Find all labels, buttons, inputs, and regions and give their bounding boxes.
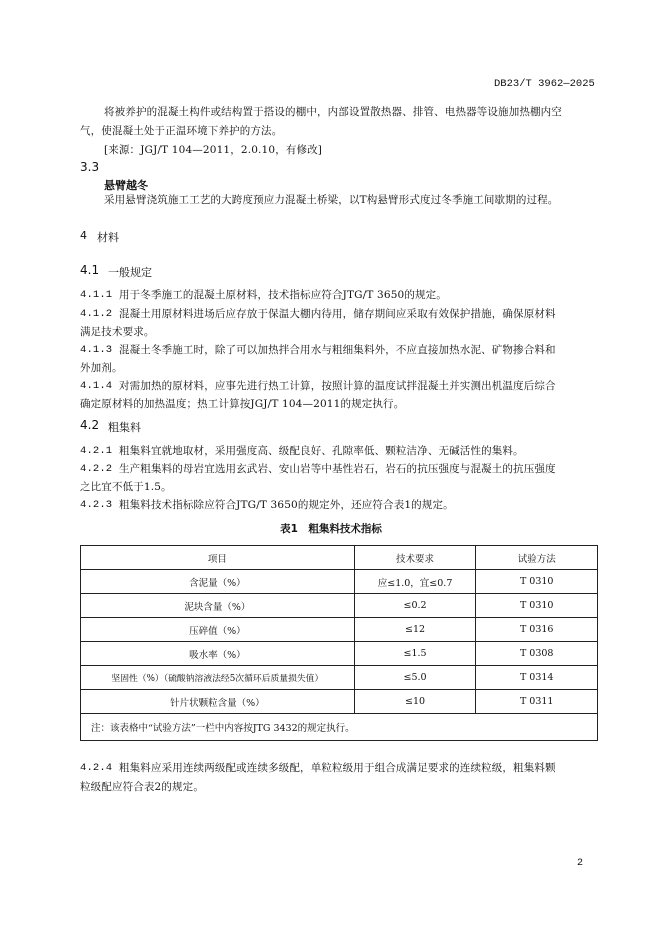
clause-number: 4.2.2 <box>80 463 113 475</box>
clause-text: 混凝土用原材料进场后应存放于保温大棚内待用，储存期间应采取有效保护措施，确保原材料 <box>119 308 556 320</box>
section-number: 4.1 <box>80 263 100 277</box>
page-number: 2 <box>577 858 584 869</box>
section-title: 一般规定 <box>108 266 152 279</box>
document-code: DB23/T 3962—2025 <box>494 78 595 90</box>
clause-text: 外加剂。 <box>80 362 123 374</box>
table-cell: 应≤1.0，宜≤0.7 <box>354 570 476 594</box>
table-row <box>81 666 598 690</box>
table-cell: ≤0.2 <box>354 594 476 618</box>
table-cell: 压碎值（%） <box>81 618 355 642</box>
table-cell: T 0314 <box>476 666 598 690</box>
chapter-title: 材料 <box>97 231 119 244</box>
clause-text: 粗集料技术指标除应符合JTG/T 3650的规定外，还应符合表1的规定。 <box>119 499 454 511</box>
table-cell: ≤10 <box>354 690 476 714</box>
clause-number: 4.2.3 <box>80 499 113 511</box>
table-cell: 针片状颗粒含量（%） <box>81 690 355 714</box>
table-cell: T 0311 <box>476 690 598 714</box>
clause-number: 4.2.1 <box>80 445 113 457</box>
table-caption: 表1 粗集料技术指标 <box>280 523 382 535</box>
table-cell: ≤5.0 <box>354 666 476 690</box>
table-row <box>81 642 598 666</box>
table-header-cell: 试验方法 <box>476 546 598 570</box>
table-row <box>81 690 598 714</box>
table-header-cell: 技术要求 <box>354 546 476 570</box>
table-cell: T 0310 <box>476 594 598 618</box>
table-row <box>81 594 598 618</box>
table-cell: 泥块含量（%） <box>81 594 355 618</box>
table-note: 注：该表格中“试验方法”一栏中内容按JTG 3432的规定执行。 <box>81 714 598 741</box>
table-cell: T 0316 <box>476 618 598 642</box>
clause-number: 4.1.3 <box>80 344 113 356</box>
source-citation: [来源：JGJ/T 104—2011，2.0.10，有修改] <box>104 144 323 156</box>
clause-text: 粗集料宜就地取材，采用强度高、级配良好、孔隙率低、颗粒洁净、无碱活性的集料。 <box>119 445 524 457</box>
clause-number: 3.3 <box>80 160 100 174</box>
table-cell: 吸水率（%） <box>81 642 355 666</box>
clause-text: 用于冬季施工的混凝土原材料，技术指标应符合JTG/T 3650的规定。 <box>119 289 447 301</box>
table-header-cell: 项目 <box>81 546 355 570</box>
clause-text: 混凝土冬季施工时，除了可以加热拌合用水与粗细集料外，不应直接加热水泥、矿物掺合料和 <box>119 344 556 356</box>
clause-number: 4.1.4 <box>80 380 113 392</box>
clause-number: 4.1.2 <box>80 308 113 320</box>
clause-text: 生产粗集料的母岩宜选用玄武岩、安山岩等中基性岩石，岩石的抗压强度与混凝土的抗压强度 <box>119 463 556 475</box>
paragraph-line: 气，使混凝土处于正温环境下养护的方法。 <box>80 125 283 137</box>
table-cell: T 0310 <box>476 570 598 594</box>
coarse-aggregate-table <box>80 545 598 741</box>
table-cell: ≤12 <box>354 618 476 642</box>
clause-text: 对需加热的原材料，应事先进行热工计算，按照计算的温度试拌混凝土并实测出机温度后综合 <box>119 380 556 392</box>
clause-text: 之比宜不低于1.5。 <box>80 481 172 493</box>
clause-number: 4.2.4 <box>80 762 113 774</box>
table-row <box>81 618 598 642</box>
table-row <box>81 570 598 594</box>
clause-text: 满足技术要求。 <box>80 326 155 338</box>
table-cell: 坚固性（%）（硫酸钠溶液法经5次循环后质量损失值） <box>81 666 355 690</box>
table-note-row <box>81 714 598 741</box>
term-definition: 采用悬臂浇筑施工工艺的大跨度预应力混凝土桥梁，以T构悬臂形式度过冬季施工间歇期的过程。 <box>104 194 559 206</box>
table-cell: ≤1.5 <box>354 642 476 666</box>
clause-text: 确定原材料的加热温度；热工计算按JGJ/T 104—2011的规定执行。 <box>80 398 405 410</box>
table-cell: 含泥量（%） <box>81 570 355 594</box>
table-cell: T 0308 <box>476 642 598 666</box>
clause-number: 4.1.1 <box>80 289 113 301</box>
chapter-number: 4 <box>80 229 87 242</box>
section-title: 粗集料 <box>108 421 141 434</box>
clause-text: 粗集料应采用连续两级配或连续多级配，单粒粒级用于组合成满足要求的连续粒级，粗集料颗 <box>119 762 556 774</box>
section-number: 4.2 <box>80 418 100 432</box>
term-title: 悬臂越冬 <box>104 179 148 192</box>
paragraph-line: 将被养护的混凝土构件或结构置于搭设的棚中，内部设置散热器、排管、电热器等设施加热棚内空 <box>104 106 562 118</box>
clause-text: 粒级配应符合表2的规定。 <box>80 781 204 793</box>
table-header-row <box>81 546 598 570</box>
